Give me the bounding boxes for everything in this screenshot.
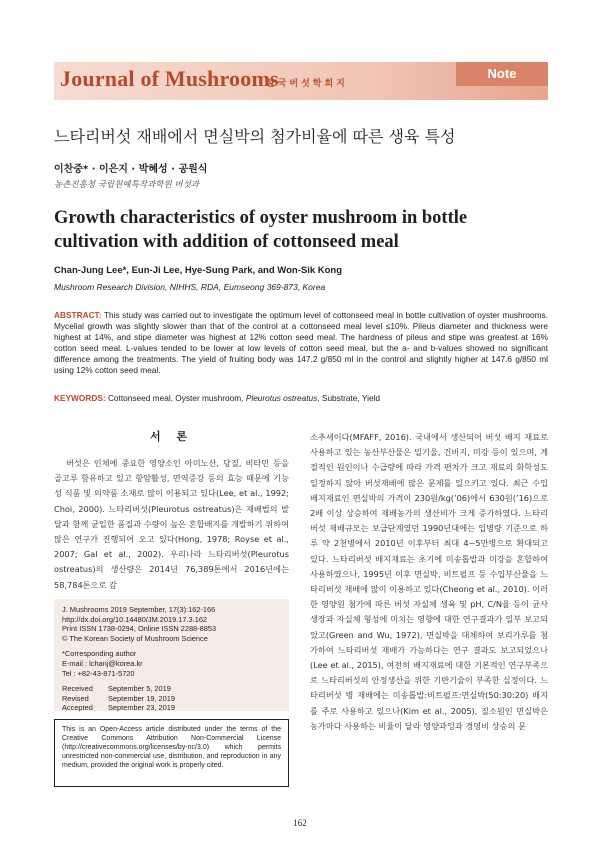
korean-authors: 이찬중* · 이은지 · 박혜성 · 공원식: [54, 164, 208, 175]
english-affiliation: Mushroom Research Division, NIHHS, RDA, Eumseong 369-873, Korea: [54, 282, 326, 292]
section-heading-introduction: 서 론: [149, 430, 194, 443]
abstract-text: This study was carried out to investigate the optimum level of cottonseed meal in bottle cultivation of oyster mushrooms. Mycelial growth was slightly slower than that of the control at a cottonseed meal level ≤10%. Pileus diameter and thickness were highest at 14%, and stipe diameter was highest at 12% cotton seed meal. The hardness of pileus and stipe was greatest at 16% cotton seed meal. L-values tended to be lower at low levels of cotton seed meal, but the a- and b-values showed no significant difference among the treatments. The yield of fruiting body was 147.2 g/850 ml in the control and slightly higher at 147.6 g/850 ml using 12% cotton seed meal.: [54, 310, 548, 375]
korean-affiliation: 농촌진흥청 국립원예특작과학원 버섯과: [54, 180, 199, 190]
journal-title: Journal of Mushrooms: [60, 66, 279, 91]
english-authors: Chan-Jung Lee*, Eun-Ji Lee, Hye-Sung Park, and Won-Sik Kong: [54, 265, 343, 276]
copyright: © The Korean Society of Mushroom Science: [62, 633, 208, 643]
corresponding-email[interactable]: E-mail : lchanj@korea.kr: [62, 658, 143, 668]
right-column: [310, 430, 548, 734]
keywords-rest: , Substrate, Yield: [317, 393, 381, 403]
abstract: [54, 310, 548, 375]
journal-header-bar: [54, 62, 548, 100]
intro-paragraph-right: 소추세이다(MFAFF, 2016). 국내에서 생산되어 버섯 배지 재료로 사용하고 있는 농산부산물은 밀기울, 건비지, 미강 등이 있으며, 계절적인 원인이나 수급량에 따라 가격 편차가 크고 재료의 화학성도 일정하지 않아 버섯재배에 많은 문제를 일으키고 있다. 최근 수입 배지재료인 면실박의 가격이 230원/kg(’06)에서 630원(’16)으로 2배 이상 상승하여 재배농가의 생산비가 크게 증가하였다. 느타리버섯 재배규모는 보급단계였던 1990년대에는 입병량 기준으로 하루 약 2천병에서 2010년 이후부터 최대 4~5만병으로 확대되고 있다. 느타리버섯 배지재료는 초기에 미송톱밥과 미강을 혼합하여 사용하였으나, 1995년 이후 면실박, 비트펄프 등 수입부산물을 느타리버섯 재배에 많이 이용하고 있다(Cheong et al., 2010). 이러한 영양원 첨가에 따른 버섯 자실체 생육 및 pH, C/N율 등이 균사 생장과 자실체 형성에 미치는 영향에 대한 연구결과가 일부 보고되었고(Green and Wu, 1972), 면실박을 대체하여 보리가루를 첨가하여 느타리버섯 재배가 가능하다는 연구 결과도 보고되었으나(Lee et al., 2015), 여전히 배지재료에 대한 기본적인 연구부족으로 느타리버섯의 안정생산을 위한 기반기술이 부족한 실정이다. 느타리버섯 병 재배에는 미송톱밥:비트펄프:면실박(50:30:20) 배지를 주로 사용하고 있으나(Kim et al., 2005), 질소원인 면실박은 농가마다 사용하는 비율이 달라 영양과잉과 경영비 상승의 문: [310, 432, 548, 731]
korean-title: 느타리버섯 재배에서 면실박의 첨가비율에 따른 생육 특성: [54, 127, 456, 146]
citation: J. Mushrooms 2019 September, 17(3):162-166: [62, 605, 216, 614]
keywords: [54, 393, 548, 403]
history-accepted: Accepted September 23, 2019: [62, 703, 175, 713]
keywords-species: Pleurotus ostreatus: [245, 393, 318, 403]
journal-korean-title: 한국버섯학회지: [266, 79, 348, 89]
issn: Print ISSN 1738-0294, Online ISSN 2288-8853: [62, 624, 217, 634]
abstract-label: ABSTRACT:: [54, 310, 102, 320]
english-title: Growth characteristics of oyster mushroom in bottle cultivation with addition of cottonseed meal: [54, 208, 468, 252]
corresponding-tel: Tel : +82-43-871-5720: [62, 668, 135, 678]
article-type-badge: Note: [456, 62, 548, 86]
license-box: This is an Open-Access article distributed under the terms of the Creative Commons Attribution Non-Commercial License (http://creativecommons.org/licenses/by-nc/3.0) which permits unrestricted non-commercial use, distribution, and reproduction in any medium, provided the original work is properly cited.: [54, 719, 289, 787]
article-info-box: [54, 599, 289, 711]
doi-link[interactable]: http://dx.doi.org/10.14480/JM.2019.17.3.162: [62, 614, 208, 624]
history-revised: Revised September 19, 2019: [62, 693, 175, 703]
history-received: Received September 5, 2019: [62, 684, 171, 694]
keywords-label: KEYWORDS:: [54, 393, 106, 403]
intro-paragraph-left: 버섯은 인체에 중요한 영양소인 아미노산, 당질, 비타민 등을 골고루 함유하고 있고 항암활성, 면역증강 등의 효능 때문에 기능성 식품 및 의약품 소재로 많이 이용되고 있다(Lee, et al., 1992; Choi, 2000). 느타리버섯(Pleurotus ostreatus)은 재배법의 발달과 함께 균일한 품질과 수량이 높은 혼합배지를 개발하기 위하여 많은 연구가 진행되어 오고 있다(Hong, 1978; Royse et al., 2007; Gal et al., 2002). 우리나라 느타리버섯(Pleurotus ostreatus)의 생산량은 2014년 76,389톤에서 2016년에는 58,784톤으로 감: [54, 458, 289, 590]
page-number: 162: [293, 818, 307, 828]
corresponding-author-label: *Corresponding author: [62, 649, 137, 659]
keywords-text: Cottonseed meal, Oyster mushroom,: [107, 393, 246, 403]
left-column: [54, 428, 289, 593]
